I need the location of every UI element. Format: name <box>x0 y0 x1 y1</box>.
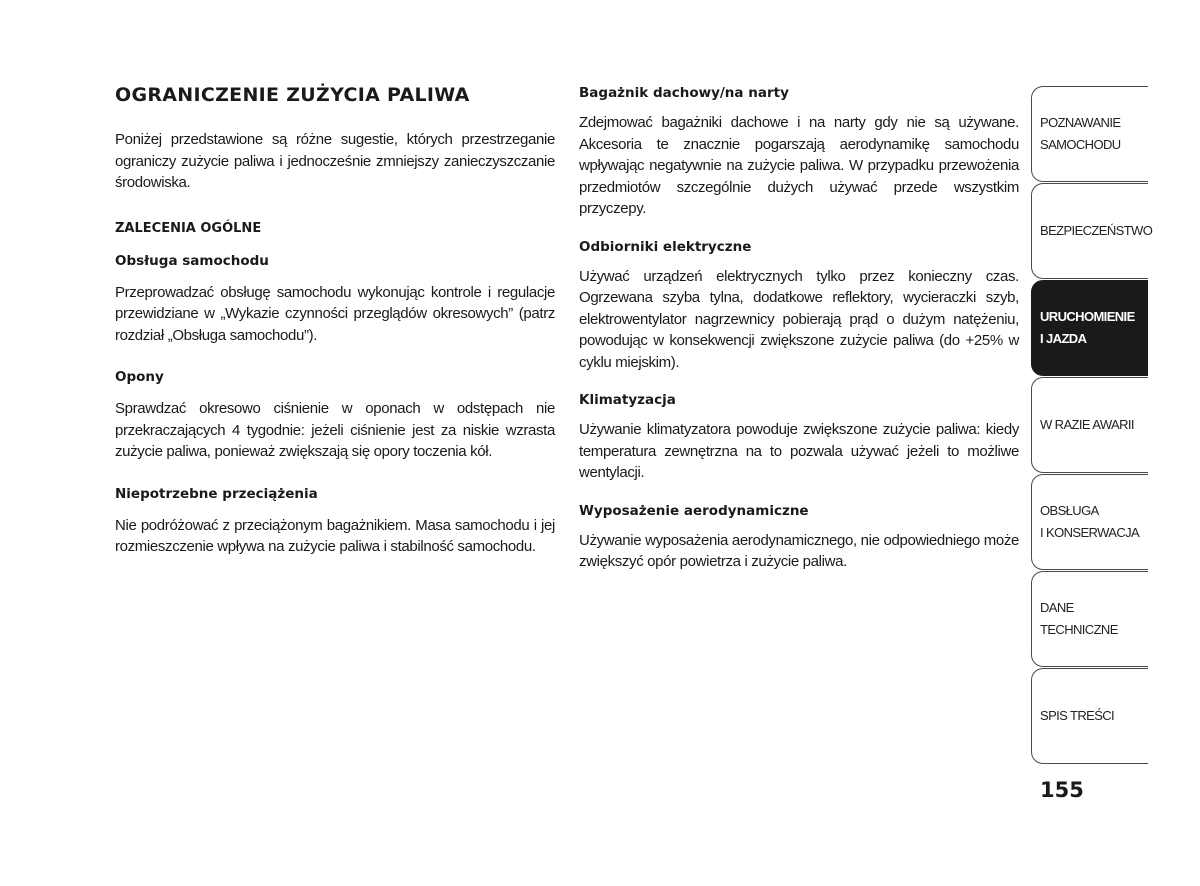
subsection-text-bagaznik: Zdejmować bagażniki dachowe i na narty gdy nie są używane. Akcesoria te znacznie pogarszają aerodynamikę samochodu wpływając negatywnie na zużycie paliwa. W przypadku przewożenia przedmiotów szczególnie dużych używać przede wszystkim przyczepy. <box>579 114 1019 217</box>
tab-spis-tresci[interactable]: SPIS TREŚCI <box>1031 668 1148 764</box>
subsection-text-aerodynamika: Używanie wyposażenia aerodynamicznego, nie odpowiedniego może zwiększyć opór powietrza i zużycie paliwa. <box>579 531 1019 570</box>
subsection-text-opony: Sprawdzać okresowo ciśnienie w oponach w odstępach nie przekraczających 4 tygodnie: jeżeli ciśnienie jest za niskie wzrasta zużycie paliwa, ponieważ zwiększają się opory toczenia kół. <box>115 400 555 460</box>
chapter-tabs <box>1031 86 1153 765</box>
subsection-heading-bagaznik: Bagażnik dachowy/na narty <box>579 85 789 101</box>
tab-obsluga-i-konserwacja[interactable]: OBSŁUGA I KONSERWACJA <box>1031 474 1148 570</box>
section-title: ZALECENIA OGÓLNE <box>115 220 262 236</box>
subsection-heading-opony: Opony <box>115 369 164 385</box>
left-column <box>115 82 555 580</box>
subsection-heading-przeciazenia: Niepotrzebne przeciążenia <box>115 485 318 502</box>
subsection-heading-klimatyzacja: Klimatyzacja <box>579 392 676 408</box>
subsection-text-klimatyzacja: Używanie klimatyzatora powoduje zwiększone zużycie paliwa: kiedy temperatura zewnętrzna na to pozwala używać jeżeli to możliwe wentylacji. <box>579 421 1019 481</box>
tab-poznawanie-samochodu[interactable]: POZNAWANIE SAMOCHODU <box>1031 86 1148 182</box>
tab-w-razie-awarii[interactable]: W RAZIE AWARII <box>1031 377 1148 473</box>
subsection-heading-obsluga: Obsługa samochodu <box>115 252 269 269</box>
subsection-heading-odbiorniki: Odbiorniki elektryczne <box>579 238 752 255</box>
page-title: OGRANICZENIE ZUŻYCIA PALIWA <box>115 84 470 106</box>
tab-dane-techniczne[interactable]: DANE TECHNICZNE <box>1031 571 1148 667</box>
subsection-text-obsluga: Przeprowadzać obsługę samochodu wykonując kontrole i regulacje przewidziane w „Wykazie czynności przeglądów okresowych” (patrz rozdział „Obsługa samochodu”). <box>115 283 555 344</box>
subsection-text-przeciazenia: Nie podróżować z przeciążonym bagażnikiem. Masa samochodu i jej rozmieszczenie wpływa na zużycie paliwa i stabilność samochodu. <box>115 516 555 555</box>
page-number: 155 <box>1040 778 1084 802</box>
subsection-text-odbiorniki: Używać urządzeń elektrycznych tylko przez konieczny czas. Ogrzewana szyba tylna, dodatkowe reflektory, wycieraczki szyb, elektrowentylator nagrzewnicy pobierają prąd o dużym natężeniu, powodując w konsekwencji zwiększone zużycie paliwa (do +25% w cyklu miejskim). <box>579 267 1019 371</box>
tab-uruchomienie-i-jazda[interactable]: URUCHOMIENIE I JAZDA <box>1031 280 1148 376</box>
subsection-heading-aerodynamika: Wyposażenie aerodynamiczne <box>579 502 809 519</box>
tab-bezpieczenstwo[interactable]: BEZPIECZEŃSTWO <box>1031 183 1148 279</box>
intro-paragraph: Poniżej przedstawione są różne sugestie, których przestrzeganie ograniczy zużycie paliwa i jednocześnie zmniejszy zanieczyszczanie środowiska. <box>115 131 555 191</box>
right-column <box>579 84 1019 591</box>
